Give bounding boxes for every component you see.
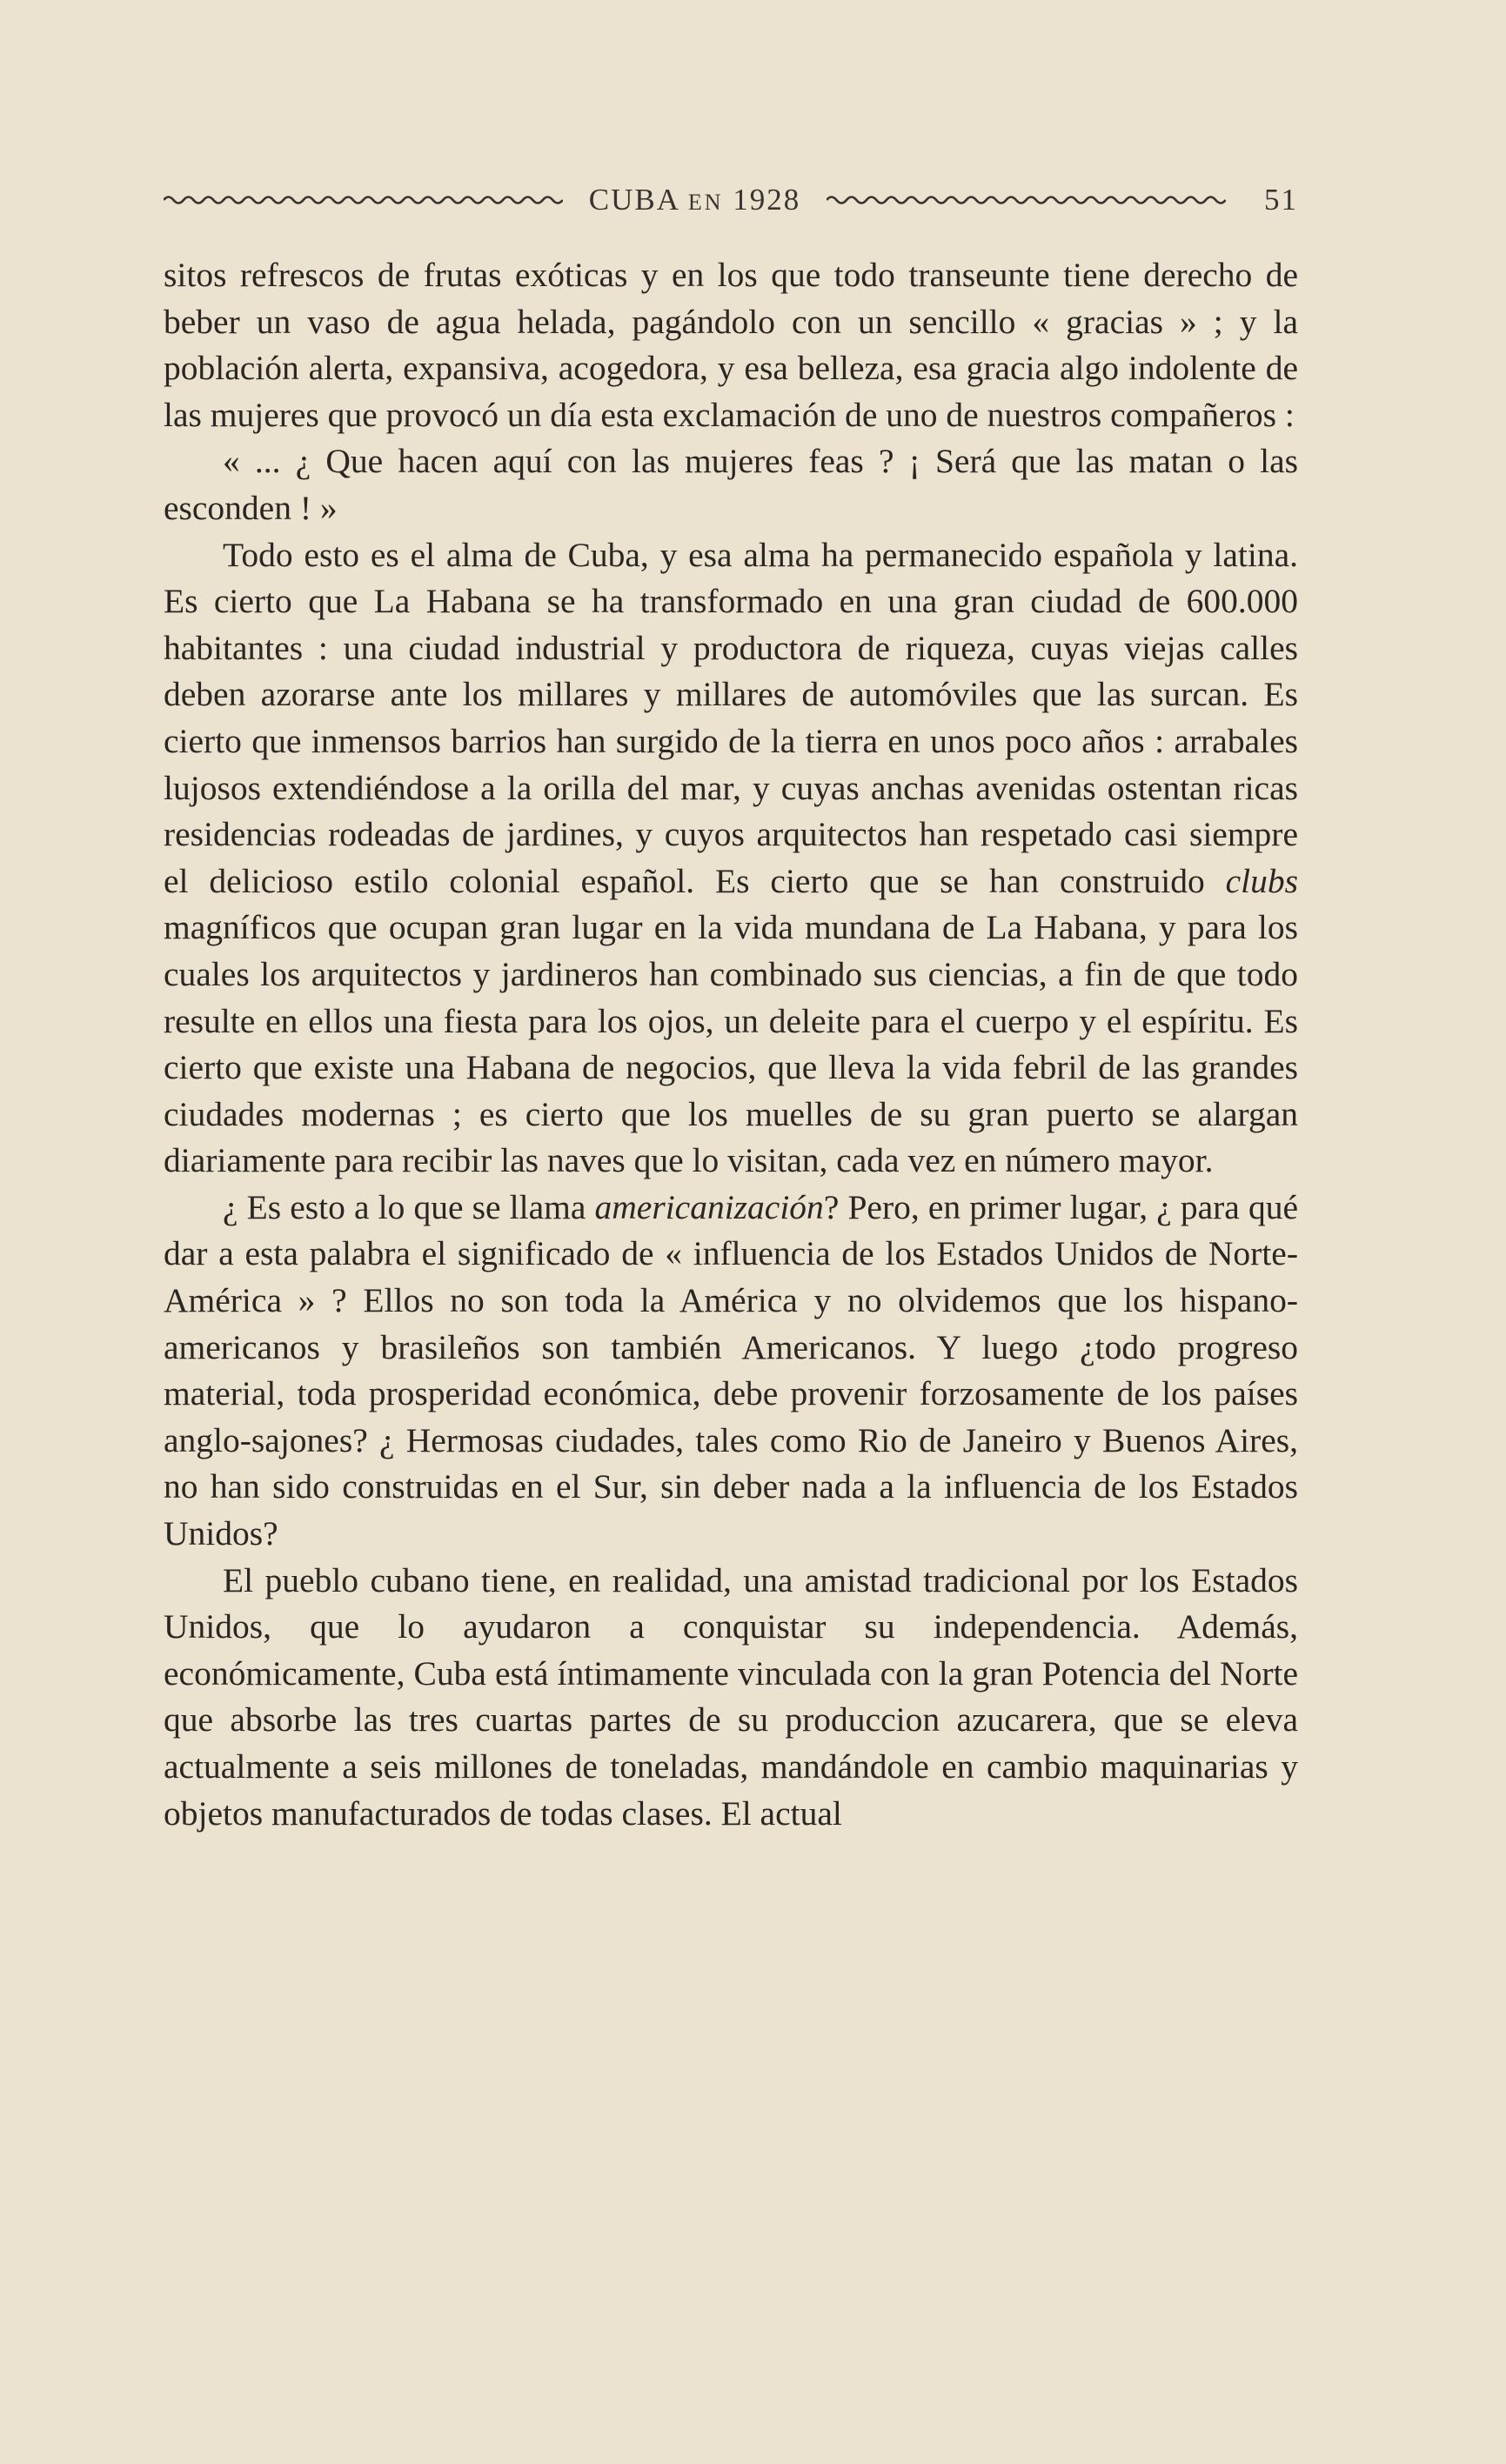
paragraph-text: ¿ Es esto a lo que se llama — [223, 1187, 595, 1226]
body-text — [164, 252, 1298, 1837]
running-title-small: EN — [687, 190, 724, 215]
paragraph — [164, 1558, 1298, 1838]
running-title-year: 1928 — [733, 183, 801, 217]
italic-term: clubs — [1225, 861, 1298, 900]
italic-term: americanización — [594, 1187, 824, 1226]
paragraph — [164, 252, 1298, 438]
paragraph-text: « ... ¿ Que hacen aquí con las mujeres feas ? ¡ Será que las matan o las esconden ! » — [164, 442, 1298, 527]
paragraph-text: ? Pero, en primer lugar, ¿ para qué dar a esta palabra el significado de « influencia de los Estados Unidos de Norte-América » ? Ellos no son toda la América y no olvidemos que los hispano-americanos y brasileños son también Americanos. Y luego ¿todo progreso material, toda prosperidad económica, debe provenir forzosamente de los países anglo-sajones? ¿ Hermosas ciudades, tales como Rio de Janeiro y Buenos Aires, no han sido construidas en el Sur, sin deber nada a la influencia de los Estados Unidos? — [164, 1187, 1298, 1553]
paragraph — [164, 1185, 1298, 1558]
running-title-main: CUBA — [588, 183, 679, 217]
running-title — [589, 183, 800, 217]
paragraph — [164, 438, 1298, 531]
paragraph — [164, 532, 1298, 1185]
paragraph-text: El pueblo cubano tiene, en realidad, una amistad tradicional por los Estados Unidos, que lo ayudaron a conquistar su independencia. Además, económicamente, Cuba está íntimamente vinculada con la gran Potencia del Norte que absorbe las tres cuartas partes de su produccion azucarera, que se eleva actualmente a seis millones de toneladas, mandándole en cambio maquinarias y objetos manufacturados de todas clases. El actual — [164, 1560, 1298, 1833]
page-number: 51 — [1264, 183, 1299, 217]
wavy-ornament-left — [164, 194, 563, 206]
paragraph-text: Todo esto es el alma de Cuba, y esa alma ha permanecido española y latina. Es cierto que La Habana se ha transformado en una gran ciudad de 600.000 habitantes : una ciudad industrial y productora de riqueza, cuyas viejas calles deben azorarse ante los millares y millares de automóviles que las surcan. Es cierto que inmensos barrios han surgido de la tierra en unos poco años : arrabales lujosos extendiéndose a la orilla del mar, y cuyas anchas avenidas ostentan ricas residencias rodeadas de jardines, y cuyos arquitectos han respetado casi siempre el delicioso estilo colonial español. Es cierto que se han construido — [164, 535, 1298, 900]
running-header — [164, 178, 1298, 222]
paragraph-text: sitos refrescos de frutas exóticas y en los que todo transeunte tiene derecho de beber un vaso de agua helada, pagándolo con un sencillo « gracias » ; y la población alerta, expansiva, acogedora, y esa belleza, esa gracia algo indolente de las mujeres que provocó un día esta exclamación de uno de nuestros compañeros : — [164, 256, 1298, 434]
wavy-ornament-right — [827, 194, 1226, 206]
paragraph-text: magníficos que ocupan gran lugar en la vida mundana de La Habana, y para los cuales los arquitectos y jardineros han combinado sus ciencias, a fin de que todo resulte en ellos una fiesta para los ojos, un deleite para el cuerpo y el espíritu. Es cierto que existe una Habana de negocios, que lleva la vida febril de las grandes ciudades modernas ; es cierto que los muelles de su gran puerto se alargan diariamente para recibir las naves que lo visitan, cada vez en número mayor. — [164, 908, 1298, 1180]
